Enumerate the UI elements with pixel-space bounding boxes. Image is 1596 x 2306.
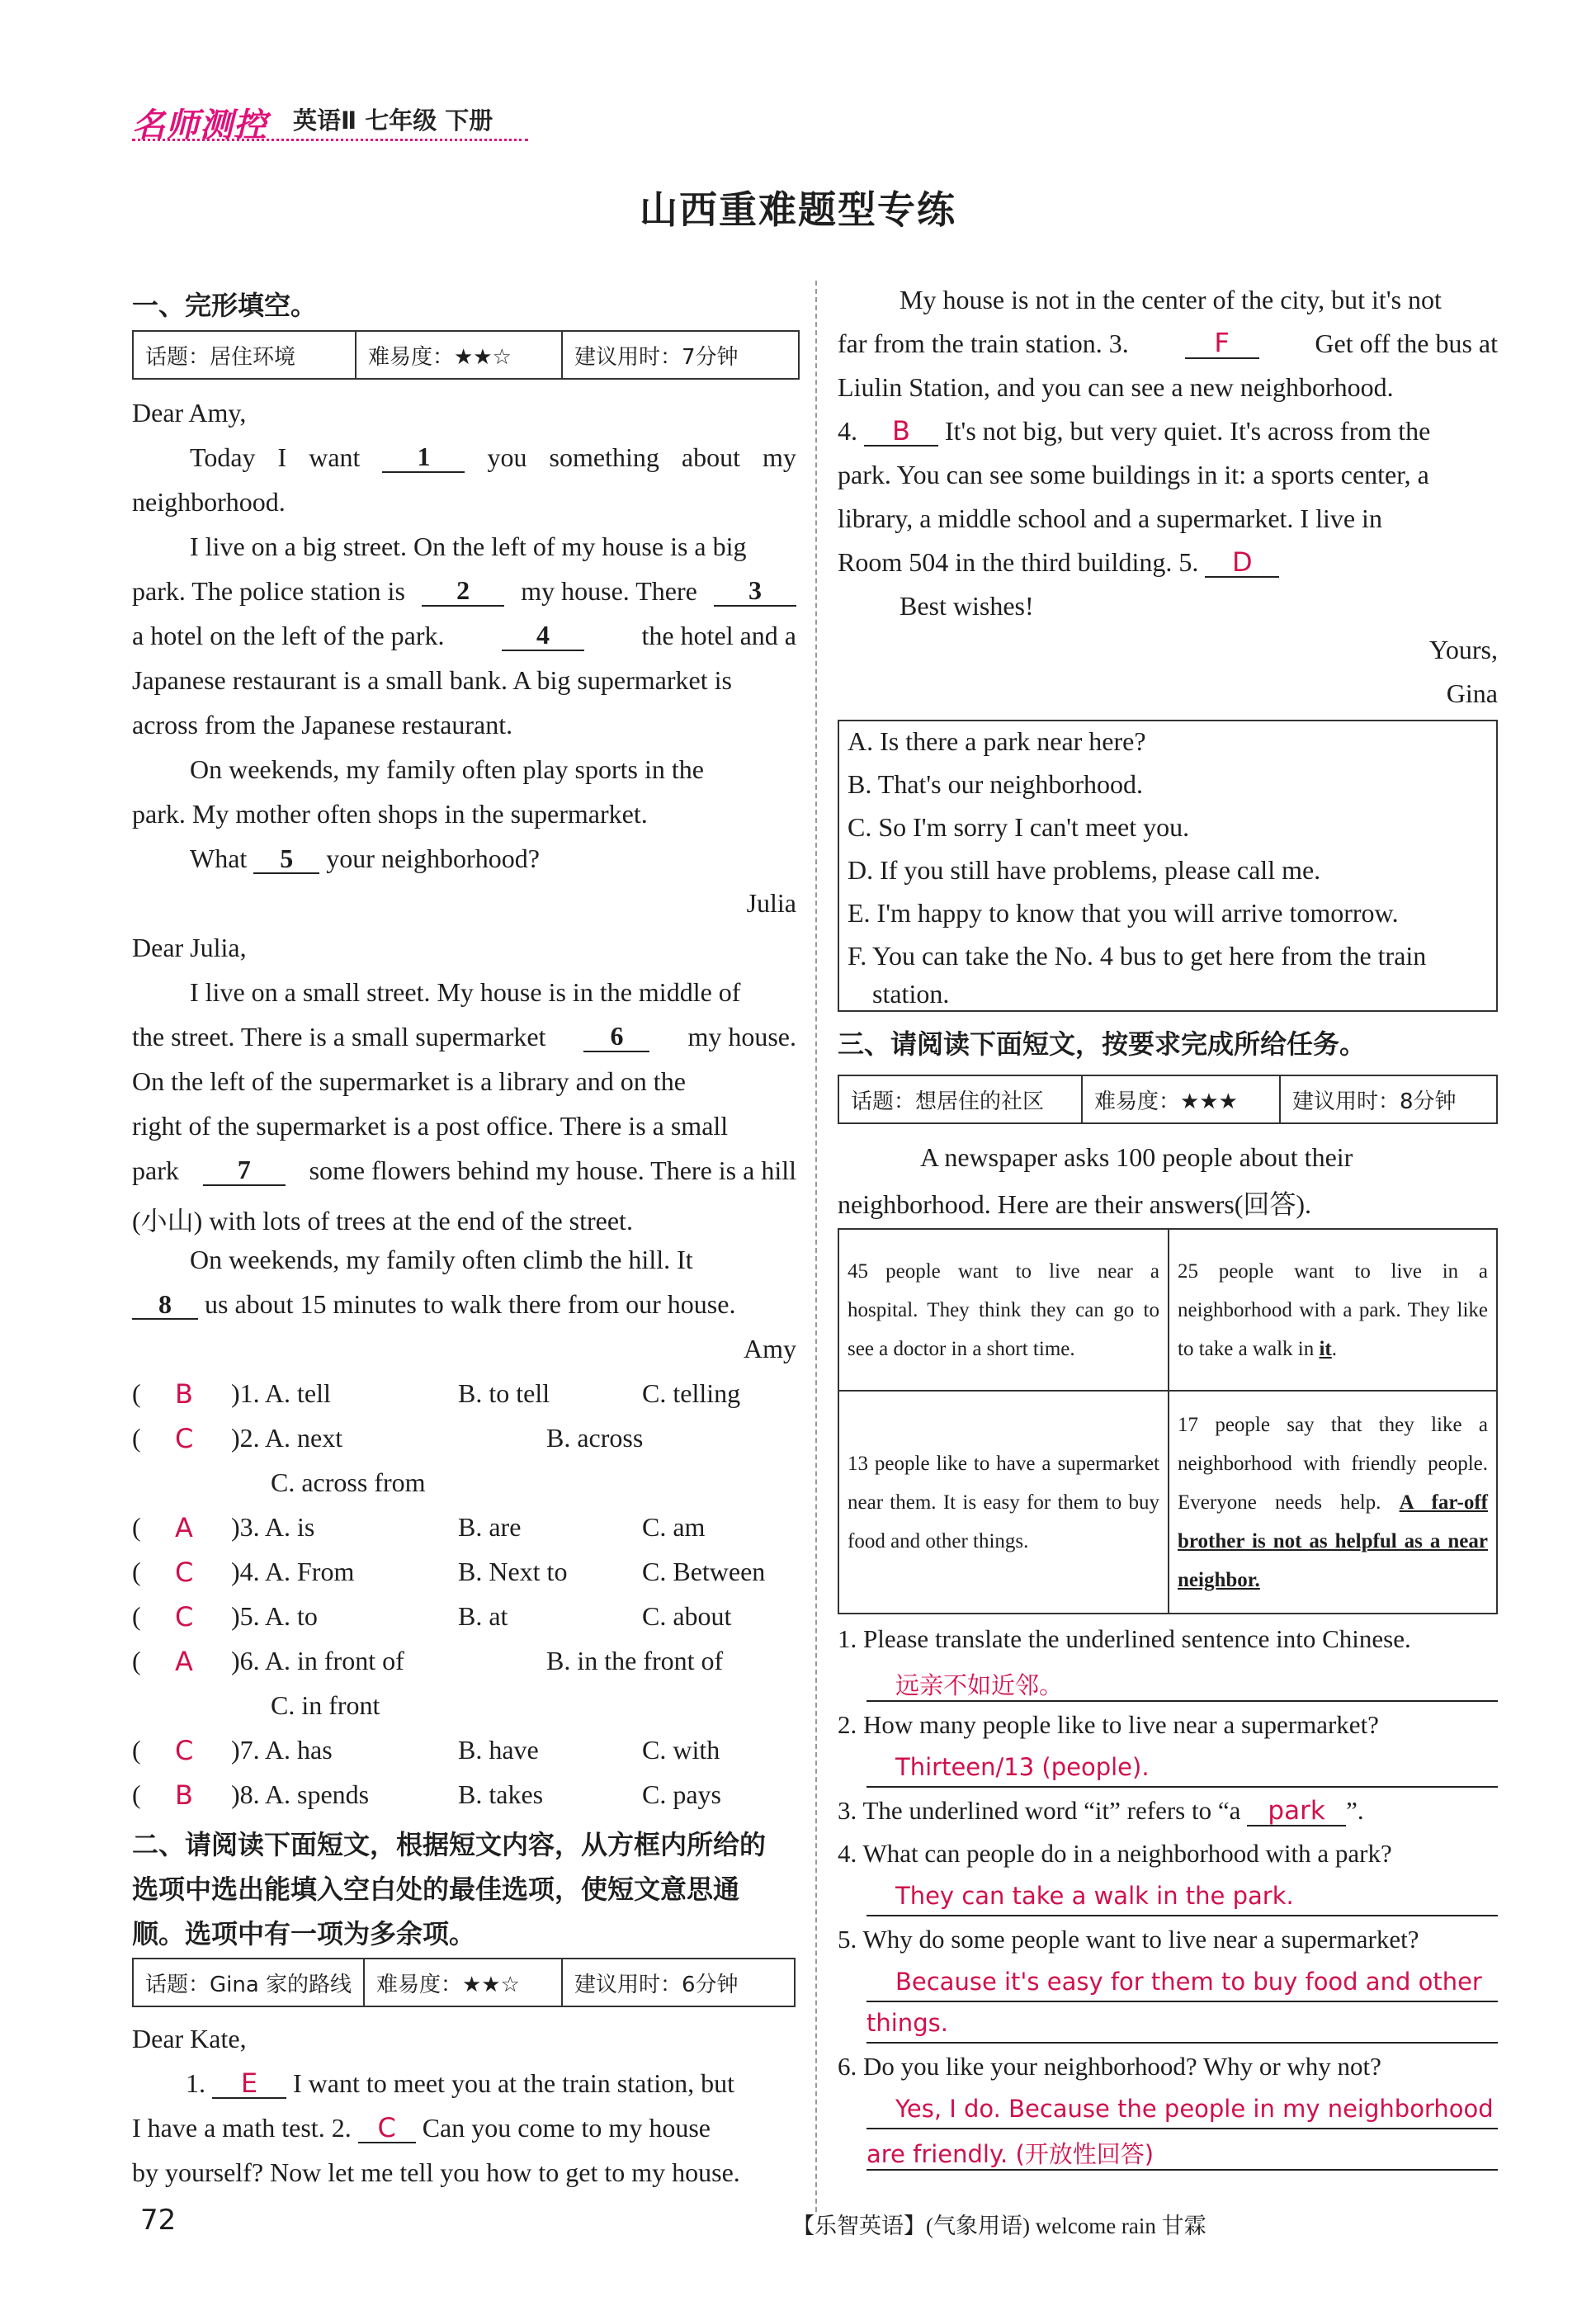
column-divider	[815, 281, 817, 2212]
blank-2[interactable]: 2	[422, 576, 504, 607]
section-3-heading: 三、请阅读下面短文，按要求完成所给任务。	[838, 1028, 1367, 1060]
task-4-question: 4. What can people do in a neighborhood with a park?	[838, 1839, 1392, 1868]
task-5-answer-line-1[interactable]: Because it's easy for them to buy food and other	[895, 1968, 1482, 1996]
s2-blank-5[interactable]: D	[1205, 548, 1279, 578]
answer-3: A	[175, 1512, 193, 1543]
text-line: I live on a big street. On the left of my house is a big	[190, 532, 747, 561]
option-d: D. If you still have problems, please call me.	[848, 855, 1321, 885]
answer-line	[866, 2169, 1498, 2171]
text-line: On the left of the supermarket is a library and on the	[132, 1066, 686, 1096]
difficulty-label: 难易度：★★☆	[376, 1972, 520, 1997]
text-line: On weekends, my family often climb the hill. It	[190, 1245, 693, 1274]
answer-8: B	[175, 1779, 193, 1811]
text-line: by yourself? Now let me tell you how to get to my house.	[132, 2157, 740, 2187]
task-6-question: 6. Do you like your neighborhood? Why or why not?	[838, 2052, 1381, 2081]
blank-4[interactable]: 4	[502, 621, 584, 651]
time-label: 建议用时：8分钟	[1292, 1089, 1457, 1114]
answer-1: B	[175, 1378, 193, 1410]
section-2-heading-line-2: 选项中选出能填入空白处的最佳选项，使短文意思通	[132, 1874, 740, 1905]
difficulty-label: 难易度：★★★	[1094, 1089, 1238, 1114]
blank-7[interactable]: 7	[203, 1155, 286, 1186]
task-4-answer[interactable]: They can take a walk in the park.	[895, 1882, 1294, 1910]
text-line: (小山) with lots of trees at the end of the street.	[132, 1206, 633, 1236]
intro-line-2: neighborhood. Here are their answers(回答).	[838, 1189, 1312, 1219]
letter2-signature: Amy	[744, 1334, 796, 1363]
option-c: C. So I'm sorry I can't meet you.	[848, 812, 1190, 842]
page-title: 山西重难题型专练	[640, 187, 956, 232]
yours: Yours,	[1428, 635, 1498, 664]
answer-7: C	[175, 1735, 194, 1766]
answer-line	[866, 2001, 1498, 2002]
brand-logo: 名师测控	[132, 106, 267, 144]
text-line: park 7 some flowers behind my house. There is a hill	[132, 1155, 796, 1185]
s2-blank-2[interactable]: C	[358, 2114, 416, 2143]
answer-2: C	[175, 1423, 194, 1454]
answer-line	[866, 2042, 1498, 2044]
question-6-option-c: C. in front	[271, 1690, 380, 1720]
text-line: neighborhood.	[132, 487, 286, 517]
text-line: a hotel on the left of the park. 4 the hotel and a	[132, 620, 796, 650]
task-5-question: 5. Why do some people want to live near a supermarket?	[838, 1925, 1419, 1954]
underlined-sentence: A far-off brother is not as helpful as a near neighbor.	[1178, 1491, 1488, 1591]
s2-blank-1[interactable]: E	[212, 2069, 286, 2099]
survey-cell-friendly: 17 people say that they like a neighborhood with friendly people. Everyone needs help. A far-off brother is not as helpful as a near neighbor.	[1169, 1391, 1497, 1614]
blank-8[interactable]: 8	[132, 1290, 198, 1320]
letter3-greeting: Dear Kate,	[132, 2024, 247, 2053]
text-line: library, a middle school and a supermarket. I live in	[838, 503, 1382, 533]
answer-6: A	[175, 1646, 193, 1677]
section-2-heading-line-3: 顺。选项中有一项为多余项。	[132, 1918, 476, 1949]
text-line: What 5 your neighborhood?	[190, 843, 540, 873]
task-6-answer-line-1[interactable]: Yes, I do. Because the people in my neighborhood	[895, 2095, 1494, 2123]
survey-cell-park: 25 people want to live in a neighborhood with a park. They like to take a walk in it.	[1169, 1229, 1497, 1391]
text-line: park. You can see some buildings in it: a sports center, a	[838, 460, 1429, 489]
survey-cell-hospital: 45 people want to live near a hospital. They think they can go to see a doctor in a short time.	[838, 1229, 1169, 1391]
task-2-question: 2. How many people like to live near a supermarket?	[838, 1710, 1379, 1739]
text-line: the street. There is a small supermarket 6 my house.	[132, 1021, 796, 1051]
s2-blank-3[interactable]: F	[1185, 328, 1259, 359]
answer-5: C	[175, 1601, 194, 1633]
time-label: 建议用时：6分钟	[574, 1972, 739, 1997]
book-subject: 英语Ⅱ 七年级 下册	[293, 106, 493, 135]
s2-blank-4[interactable]: B	[864, 417, 938, 447]
text-line: 4. B It's not big, but very quiet. It's across from the	[838, 415, 1431, 447]
page-number: 72	[140, 2204, 177, 2237]
text-line: My house is not in the center of the city, but it's not	[900, 285, 1442, 314]
task-3-answer[interactable]: park	[1247, 1797, 1346, 1826]
blank-6[interactable]: 6	[583, 1022, 649, 1052]
answer-line	[866, 1700, 1498, 1702]
text-line: far from the train station. 3. F Get off the bus at	[838, 327, 1498, 358]
answer-4: C	[175, 1557, 194, 1588]
text-line: Japanese restaurant is a small bank. A big supermarket is	[132, 665, 732, 695]
task-3-question: 3. The underlined word “it” refers to “a park ”.	[838, 1796, 1364, 1826]
option-e: E. I'm happy to know that you will arrive tomorrow.	[848, 898, 1399, 928]
letter1-greeting: Dear Amy,	[132, 398, 247, 428]
letter2-greeting: Dear Julia,	[132, 933, 247, 962]
task-2-answer[interactable]: Thirteen/13 (people).	[895, 1753, 1150, 1781]
footer-note: 【乐智英语】(气象用语) welcome rain 甘霖	[792, 2214, 1206, 2238]
task-5-answer-line-2[interactable]: things.	[866, 2009, 948, 2037]
text-line: right of the supermarket is a post office. There is a small	[132, 1111, 729, 1141]
survey-cell-supermarket: 13 people like to have a supermarket near them. It is easy for them to buy food and other things.	[838, 1391, 1169, 1614]
answer-line	[866, 2128, 1498, 2129]
blank-5[interactable]: 5	[253, 844, 319, 874]
text-line: park. My mother often shops in the supermarket.	[132, 799, 648, 829]
text-line: I have a math test. 2. C Can you come to my house	[132, 2112, 711, 2143]
question-2-option-c: C. across from	[271, 1467, 426, 1497]
option-f-cont: station.	[872, 979, 950, 1009]
option-a: A. Is there a park near here?	[848, 726, 1146, 756]
underlined-it: it	[1319, 1337, 1332, 1360]
text-line: I live on a small street. My house is in the middle of	[190, 977, 741, 1007]
text-line: Room 504 in the third building. 5. D	[838, 547, 1279, 578]
section-3-info-box	[838, 1075, 1498, 1124]
letter1-signature: Julia	[746, 888, 796, 918]
text-line: across from the Japanese restaurant.	[132, 710, 513, 740]
task-1-answer[interactable]: 远亲不如近邻。	[895, 1671, 1064, 1699]
section-2-info-box	[132, 1958, 796, 2007]
time-label: 建议用时：7分钟	[574, 344, 739, 370]
text-line: On weekends, my family often play sports in the	[190, 754, 704, 784]
task-1-question: 1. Please translate the underlined sentence into Chinese.	[838, 1624, 1411, 1653]
letter3-signature: Gina	[1446, 678, 1498, 708]
section-1-info-box	[132, 330, 800, 380]
section-1-heading: 一、完形填空。	[132, 290, 318, 321]
option-f: F. You can take the No. 4 bus to get here from the train	[848, 941, 1427, 971]
text-line: Today I want 1 you something about my	[190, 442, 796, 472]
blank-3[interactable]: 3	[714, 576, 796, 607]
intro-line-1: A newspaper asks 100 people about their	[920, 1142, 1353, 1172]
options-box	[838, 720, 1498, 1012]
difficulty-label: 难易度：★★☆	[368, 344, 512, 370]
option-b: B. That's our neighborhood.	[848, 769, 1144, 799]
header-divider	[132, 139, 528, 141]
topic-label: 话题：想居住的社区	[851, 1089, 1045, 1114]
topic-label: 话题：居住环境	[145, 344, 296, 370]
survey-table	[838, 1228, 1498, 1614]
blank-1[interactable]: 1	[382, 442, 465, 473]
answer-line	[866, 1786, 1498, 1788]
text-line: 8 us about 15 minutes to walk there from our house.	[132, 1289, 735, 1320]
text-line: 1. E I want to meet you at the train station, but	[186, 2067, 734, 2099]
text-line: Liulin Station, and you can see a new neighborhood.	[838, 372, 1394, 402]
closing: Best wishes!	[900, 591, 1034, 621]
topic-label: 话题：Gina 家的路线	[145, 1972, 352, 1997]
section-2-heading-line-1: 二、请阅读下面短文，根据短文内容，从方框内所给的	[132, 1829, 767, 1860]
text-line: park. The police station is 2 my house. There 3	[132, 576, 796, 607]
answer-line	[866, 1915, 1498, 1916]
task-6-answer-line-2[interactable]: are friendly. (开放性回答)	[866, 2140, 1155, 2168]
